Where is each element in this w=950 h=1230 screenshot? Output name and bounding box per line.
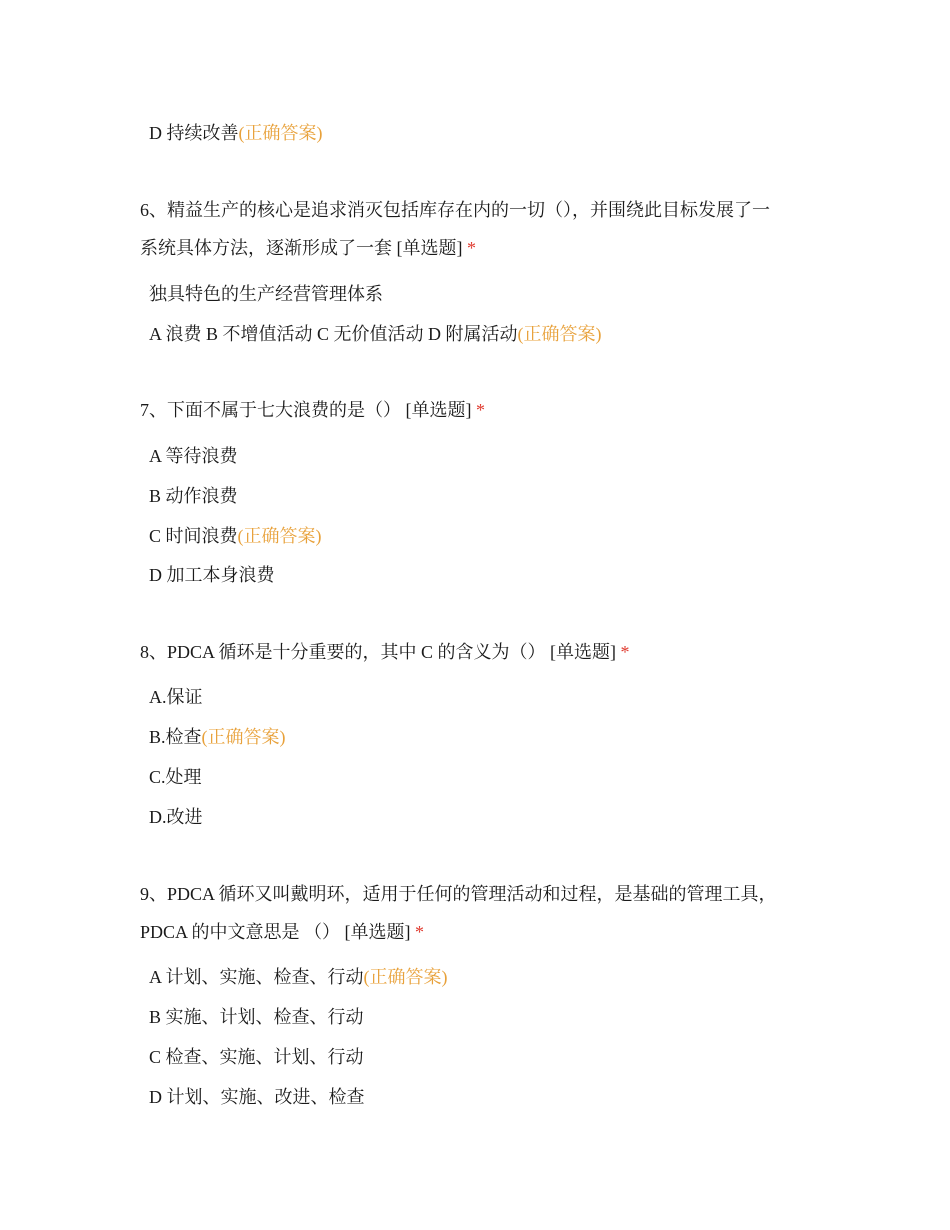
option-item: [149, 1045, 364, 1069]
option-text: 独具特色的生产经营管理体系: [149, 284, 383, 304]
option-item: [149, 121, 323, 145]
question-9-stem-line-2: PDCA 的中文意思是 （） [单选题] *: [140, 922, 425, 942]
option-text: C 时间浪费: [149, 526, 238, 546]
option-text: C 检查、实施、计划、行动: [149, 1047, 364, 1067]
option-item: [149, 1005, 364, 1029]
correct-answer-marker: (正确答案): [517, 324, 602, 344]
correct-answer-marker: (正确答案): [237, 526, 322, 546]
option-item: [149, 765, 202, 789]
option-text: D 持续改善: [149, 123, 239, 143]
option-item: [149, 725, 286, 749]
option-item: [149, 282, 383, 306]
option-item: [149, 444, 238, 468]
option-text: C.处理: [149, 767, 202, 787]
option-item: [149, 1085, 365, 1109]
option-text: D.改进: [149, 807, 203, 827]
option-text: A.保证: [149, 687, 203, 707]
option-text: A 浪费 B 不增值活动 C 无价值活动 D 附属活动: [149, 324, 518, 344]
option-text: D 计划、实施、改进、检查: [149, 1087, 365, 1107]
option-item: [149, 965, 448, 989]
option-text: B.检查: [149, 727, 202, 747]
question-6-stem-line-2: 系统具体方法，逐渐形成了一套 [单选题] *: [140, 238, 476, 258]
correct-answer-marker: (正确答案): [363, 967, 448, 987]
option-text: A 计划、实施、检查、行动: [149, 967, 364, 987]
required-marker: *: [476, 400, 485, 420]
option-text: B 实施、计划、检查、行动: [149, 1007, 364, 1027]
option-item: [149, 563, 275, 587]
option-text: D 加工本身浪费: [149, 565, 275, 585]
option-text: A 等待浪费: [149, 446, 238, 466]
required-marker: *: [620, 642, 630, 662]
option-item: [149, 524, 322, 548]
question-9-stem-line-1: 9、PDCA 循环又叫戴明环，适用于任何的管理活动和过程，是基础的管理工具，: [140, 884, 777, 904]
option-item: [149, 805, 203, 829]
option-text: B 动作浪费: [149, 486, 238, 506]
required-marker: *: [467, 238, 476, 258]
question-7-stem: 7、下面不属于七大浪费的是（） [单选题] *: [140, 400, 485, 420]
question-8-stem: 8、PDCA 循环是十分重要的，其中 C 的含义为（） [单选题] *: [140, 642, 630, 662]
correct-answer-marker: (正确答案): [238, 123, 323, 143]
option-item: [149, 685, 203, 709]
question-6-stem-line-1: 6、精益生产的核心是追求消灭包括库存在内的一切（），并围绕此目标发展了一: [140, 200, 770, 220]
option-item: [149, 322, 602, 346]
option-item: [149, 484, 238, 508]
required-marker: *: [415, 922, 425, 942]
correct-answer-marker: (正确答案): [201, 727, 286, 747]
